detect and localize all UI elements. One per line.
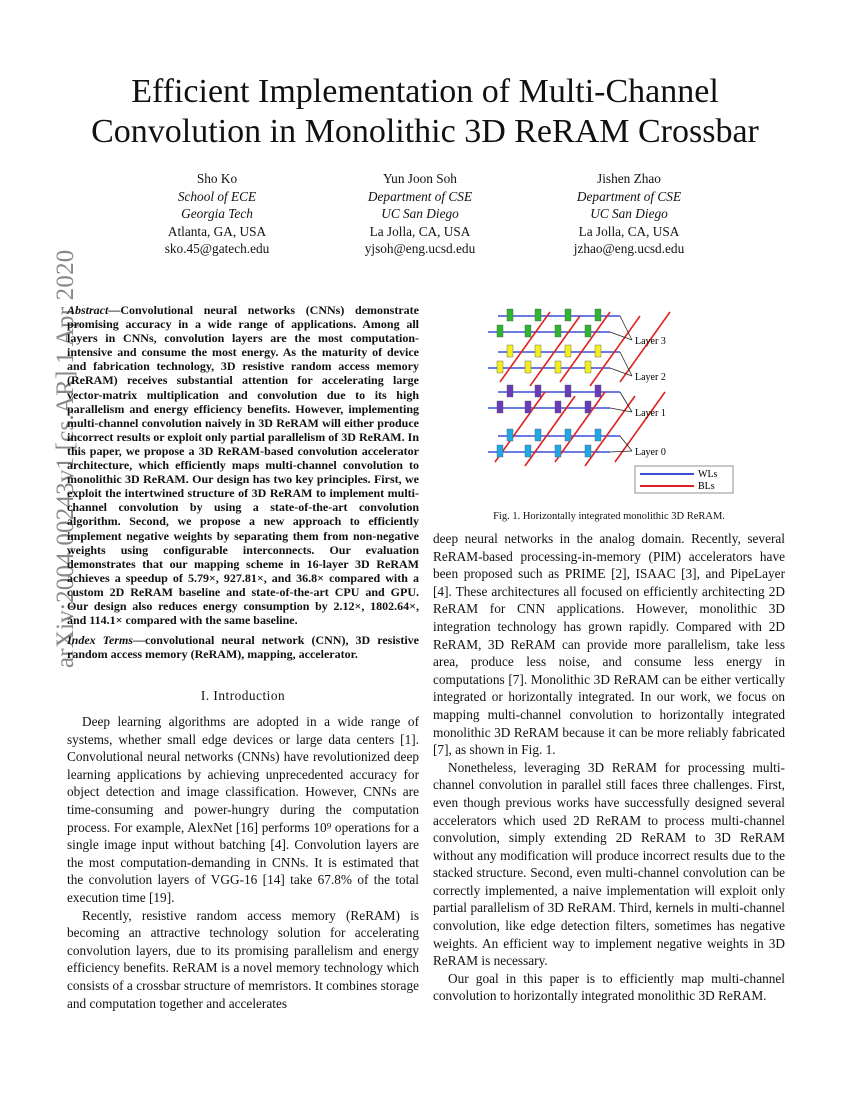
memristor-cell: [535, 429, 541, 441]
memristor-cell: [585, 445, 591, 457]
intro-column-right: [433, 530, 785, 1005]
author-name: Yun Joon Soh: [383, 171, 457, 186]
author-block-3: [519, 170, 739, 258]
memristor-cell: [565, 429, 571, 441]
memristor-cell: [555, 445, 561, 457]
author-dept: School of ECE: [177, 188, 257, 204]
author-location: La Jolla, CA, USA: [578, 223, 680, 239]
author-org: UC San Diego: [381, 206, 459, 221]
author-dept: Department of CSE: [367, 188, 473, 204]
author-name: Sho Ko: [196, 171, 238, 186]
layer-pointer: [620, 436, 632, 451]
memristor-cell: [555, 401, 561, 413]
memristor-cell: [497, 401, 503, 413]
figure-1: [470, 300, 740, 500]
memristor-cell: [595, 345, 601, 357]
memristor-cell: [497, 361, 503, 373]
author-dept: Department of CSE: [576, 188, 682, 204]
layer-label-3: Layer 3: [635, 336, 666, 347]
memristor-cell: [585, 401, 591, 413]
index-terms-text: —convolutional neural network (CNN), 3D resistive random access memory (ReRAM), mapping, accelerator.: [67, 633, 419, 662]
author-block-2: [310, 170, 530, 258]
memristor-cell: [595, 429, 601, 441]
memristor-cell: [525, 445, 531, 457]
memristor-cell: [585, 361, 591, 373]
arxiv-watermark[interactable]: arXiv:2004.00243v1 [cs.AR] 1 Apr 2020: [52, 249, 79, 668]
memristor-cell: [555, 325, 561, 337]
memristor-cell: [535, 385, 541, 397]
layer-label-0: Layer 0: [635, 447, 666, 458]
memristor-cell: [525, 361, 531, 373]
paper-title: [0, 72, 850, 152]
legend-wl-label: WLs: [698, 469, 718, 480]
abstract: [67, 303, 419, 627]
index-terms-label: Index Terms: [67, 633, 133, 647]
index-terms: [67, 633, 419, 661]
author-email[interactable]: sko.45@gatech.edu: [164, 241, 270, 256]
abstract-text: —Convolutional neural networks (CNNs) demonstrate promising accuracy in a wide range of applications. Among all layers in CNNs, convolution layers are the most computation-intensive and consume the most energy. As the maturity of device and fabrication technology, 3D resistive random access memory (ReRAM) receives substantial attention for accelerating large vector-matrix multiplication and convolution due to its high parallelism and energy efficiency benefits. However, implementing multi-channel convolution naively in 3D ReRAM will either produce incorrect results or exploit only partial parallelism of 3D ReRAM. In this paper, we propose a 3D ReRAM-based convolution accelerator architecture, which efficiently maps multi-channel convolution to monolithic 3D ReRAM. Our design has two key principles. First, we exploit the intertwined structure of 3D ReRAM to implement multi-channel convolution by using a state-of-the-art convolution algorithm. Second, we propose a new approach to efficiently implement negative weights by separating them from non-negative weights using configurable interconnects. Our evaluation demonstrates that our mapping scheme in 16-layer 3D ReRAM achieves a speedup of 5.79×, 927.81×, and 36.8× compared with a custom 2D ReRAM baseline and state-of-the-art CPU and GPU. Our design also reduces energy consumption by 2.12×, 1802.64×, and 114.1× compared with the same baseline.: [67, 303, 419, 628]
memristor-cell: [525, 325, 531, 337]
memristor-cell: [585, 325, 591, 337]
memristor-cell: [565, 345, 571, 357]
memristor-cell: [497, 325, 503, 337]
author-email[interactable]: jzhao@eng.ucsd.edu: [573, 241, 685, 256]
memristor-cell: [595, 385, 601, 397]
memristor-cell: [507, 309, 513, 321]
memristor-cell: [565, 309, 571, 321]
memristor-cell: [525, 401, 531, 413]
abstract-label: Abstract: [67, 303, 109, 317]
legend-box: [635, 466, 733, 493]
memristor-cell: [555, 361, 561, 373]
memristor-cell: [595, 309, 601, 321]
author-block-1: [107, 170, 327, 258]
layer-pointer: [610, 408, 632, 412]
col2-paragraph-3: Our goal in this paper is to efficiently map multi-channel convolution to horizontally integrated monolithic 3D ReRAM.: [433, 970, 785, 1004]
intro-column-left: [67, 713, 419, 1012]
col2-paragraph-2: Nonetheless, leveraging 3D ReRAM for processing multi-channel convolution in parallel still faces three challenges. First, even though previous works have successfully designed several accelerators which used 2D ReRAM to process multi-channel convolution, simply extending 2D ReRAM to 3D ReRAM without any modification will produce incorrect results due to the stacked structure. Second, even multi-channel convolution can be correctly implemented, a naive implementation will exploit only partial parallelism of 3D ReRAM. Third, kernels in multi-channel convolution, like edge detection filters, sometimes has negative weights. An efficient way to implement negative weights in 3D ReRAM is necessary.: [433, 759, 785, 969]
author-name: Jishen Zhao: [597, 171, 661, 186]
memristor-cell: [507, 345, 513, 357]
author-org: Georgia Tech: [181, 206, 253, 221]
layer-label-2: Layer 2: [635, 372, 666, 383]
title-line-2: Convolution in Monolithic 3D ReRAM Crossbar: [91, 113, 759, 150]
memristor-cell: [535, 345, 541, 357]
memristor-cell: [507, 429, 513, 441]
memristor-cell: [535, 309, 541, 321]
intro-paragraph-1: Deep learning algorithms are adopted in a wide range of systems, whether small edge devices or large data centers [1]. Convolutional neural networks (CNNs) have revolutionized deep learning applications by achieving unprecedented accuracy for object detection and image classification. However, CNNs are time-consuming and power-hungry during the computation process. For example, AlexNet [16] performs 10⁹ operations for a single image input without batching [4]. Convolution layers are the most computation-demanding in CNNs. It is estimated that the convolution layers of VGG-16 [14] take 67.8% of the total execution time [19].: [67, 714, 419, 905]
title-line-1: Efficient Implementation of Multi-Channel: [131, 73, 719, 110]
memristor-cell: [565, 385, 571, 397]
intro-paragraph-2: Recently, resistive random access memory (ReRAM) is becoming an attractive technology solution for accelerating convolution layers, due to its promising parallelism and energy efficiency benefits. ReRAM is a novel memory technology which consists of a crossbar structure of memristors. It combines storage and computation together and accelerates: [67, 907, 419, 1011]
section-heading: I. Introduction: [200, 688, 286, 703]
legend-bl-label: BLs: [698, 481, 715, 492]
layer-label-1: Layer 1: [635, 408, 666, 419]
author-location: Atlanta, GA, USA: [167, 223, 267, 239]
col2-paragraph-1: deep neural networks in the analog domain. Recently, several ReRAM-based processing-in-memory (PIM) accelerators have been proposed such as PRIME [2], ISAAC [3], and PipeLayer [4]. These architectures all focused on efficiently architecting 2D ReRAM for CNN applications. However, monolithic 3D integration technology has grown rapidly. Compared with 2D ReRAM, 3D ReRAM can provide more parallelism, take less area, produce less noise, and consume less energy in computations [7]. Monolithic 3D ReRAM can be either vertically integrated or horizontally integrated. In our work, we focus on mapping multi-channel convolution to horizontally integrated monolithic 3D ReRAM because it can be more reliably fabricated [7], as shown in Fig. 1.: [433, 531, 785, 758]
figure-caption: Fig. 1. Horizontally integrated monolithic 3D ReRAM.: [493, 511, 725, 522]
memristor-cell: [497, 445, 503, 457]
bit-line: [585, 396, 635, 466]
layer-pointer: [610, 451, 632, 452]
memristor-cell: [507, 385, 513, 397]
author-org: UC San Diego: [590, 206, 668, 221]
author-email[interactable]: yjsoh@eng.ucsd.edu: [364, 241, 476, 256]
author-location: La Jolla, CA, USA: [369, 223, 471, 239]
reram-crossbar-diagram: [470, 300, 740, 500]
